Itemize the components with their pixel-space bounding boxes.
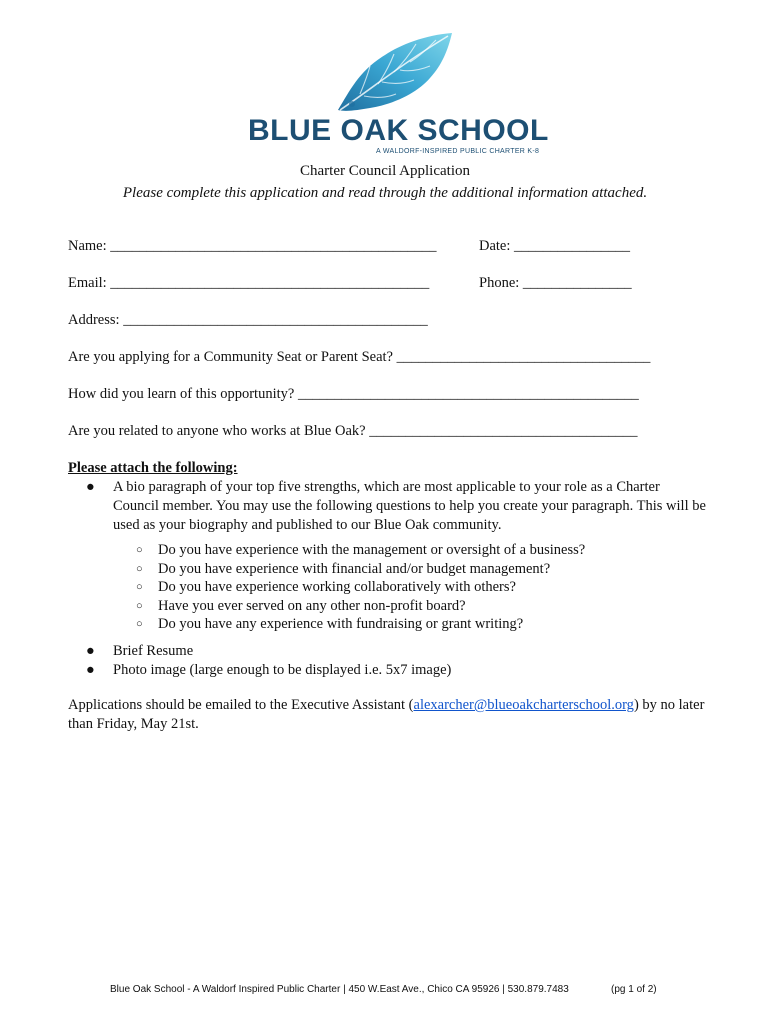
date-row — [479, 238, 630, 255]
learn-field[interactable]: _______________________________________________ — [294, 386, 639, 402]
name-label: Name: — [68, 238, 107, 254]
page-title: Charter Council Application — [300, 163, 470, 179]
circle-bullet-icon: ○ — [136, 618, 143, 630]
learn-row — [68, 386, 639, 403]
bullet-icon: ● — [86, 642, 95, 659]
school-tagline: A WALDORF-INSPIRED PUBLIC CHARTER K-8 — [376, 148, 540, 155]
list-item — [86, 661, 706, 680]
related-row — [68, 423, 637, 440]
resume-text: Brief Resume — [113, 642, 194, 659]
question-text: Do you have experience with financial and/or budget management? — [158, 560, 551, 577]
seat-field[interactable]: ___________________________________ — [392, 349, 651, 365]
address-field[interactable]: __________________________________________ — [119, 312, 428, 328]
closing-paragraph — [68, 696, 718, 734]
email-row — [68, 275, 429, 292]
closing-text-before: Applications should be emailed to the Executive Assistant ( — [68, 697, 414, 713]
related-question: Are you related to anyone who works at Blue Oak? — [68, 423, 366, 439]
school-name: BLUE OAK SCHOOL — [248, 114, 549, 147]
attachments-heading: Please attach the following: — [68, 460, 238, 476]
closing-text-after: ) by no later than Friday, May 21st. — [68, 697, 705, 732]
footer-address: Blue Oak School - A Waldorf Inspired Public Charter | 450 W.East Ave., Chico CA 95926 | 530.879.7483 — [110, 984, 569, 995]
question-text: Do you have experience with the management or oversight of a business? — [158, 542, 586, 558]
list-item — [86, 597, 706, 616]
circle-bullet-icon: ○ — [136, 544, 143, 556]
list-item — [86, 541, 706, 560]
list-item — [86, 578, 706, 597]
phone-label: Phone: — [479, 275, 520, 291]
phone-field[interactable]: _______________ — [519, 275, 632, 291]
bullet-icon: ● — [86, 479, 95, 495]
attachments-list — [86, 478, 706, 680]
circle-bullet-icon: ○ — [136, 581, 143, 593]
email-label: Email: — [68, 275, 107, 291]
question-text: Do you have any experience with fundraising or grant writing? — [158, 616, 524, 632]
photo-text: Photo image (large enough to be displayed i.e. 5x7 image) — [113, 661, 452, 678]
address-row — [68, 312, 428, 329]
page-number: (pg 1 of 2) — [611, 984, 657, 995]
circle-bullet-icon: ○ — [136, 599, 143, 612]
name-field[interactable]: _____________________________________________ — [106, 238, 437, 254]
list-item — [86, 642, 706, 661]
question-text: Have you ever served on any other non-profit board? — [158, 597, 466, 614]
email-link[interactable]: alexarcher@blueoakcharterschool.org — [413, 697, 634, 713]
bio-questions — [86, 541, 706, 634]
related-field[interactable]: _____________________________________ — [365, 423, 638, 439]
seat-row — [68, 349, 650, 366]
address-label: Address: — [68, 312, 120, 328]
date-field[interactable]: ________________ — [510, 238, 631, 254]
list-item — [86, 560, 706, 579]
bullet-icon: ● — [86, 661, 95, 678]
page-subtitle: Please complete this application and read through the additional information attached. — [122, 185, 648, 201]
bio-text: A bio paragraph of your top five strengths, which are most applicable to your role as a Charter Council member. You may use the following questions to help you create your paragraph. This will be used as your biography and published to our Blue Oak community. — [113, 479, 706, 533]
list-item — [86, 478, 706, 535]
date-label: Date: — [479, 238, 511, 254]
email-field[interactable]: ____________________________________________ — [106, 275, 430, 291]
oak-leaf-logo-icon — [330, 30, 460, 120]
circle-bullet-icon: ○ — [136, 562, 143, 575]
seat-question: Are you applying for a Community Seat or Parent Seat? — [68, 349, 393, 365]
learn-question: How did you learn of this opportunity? — [68, 386, 295, 402]
question-text: Do you have experience working collaboratively with others? — [158, 579, 516, 595]
phone-row — [479, 275, 632, 292]
list-item — [86, 615, 706, 634]
name-row — [68, 238, 437, 255]
